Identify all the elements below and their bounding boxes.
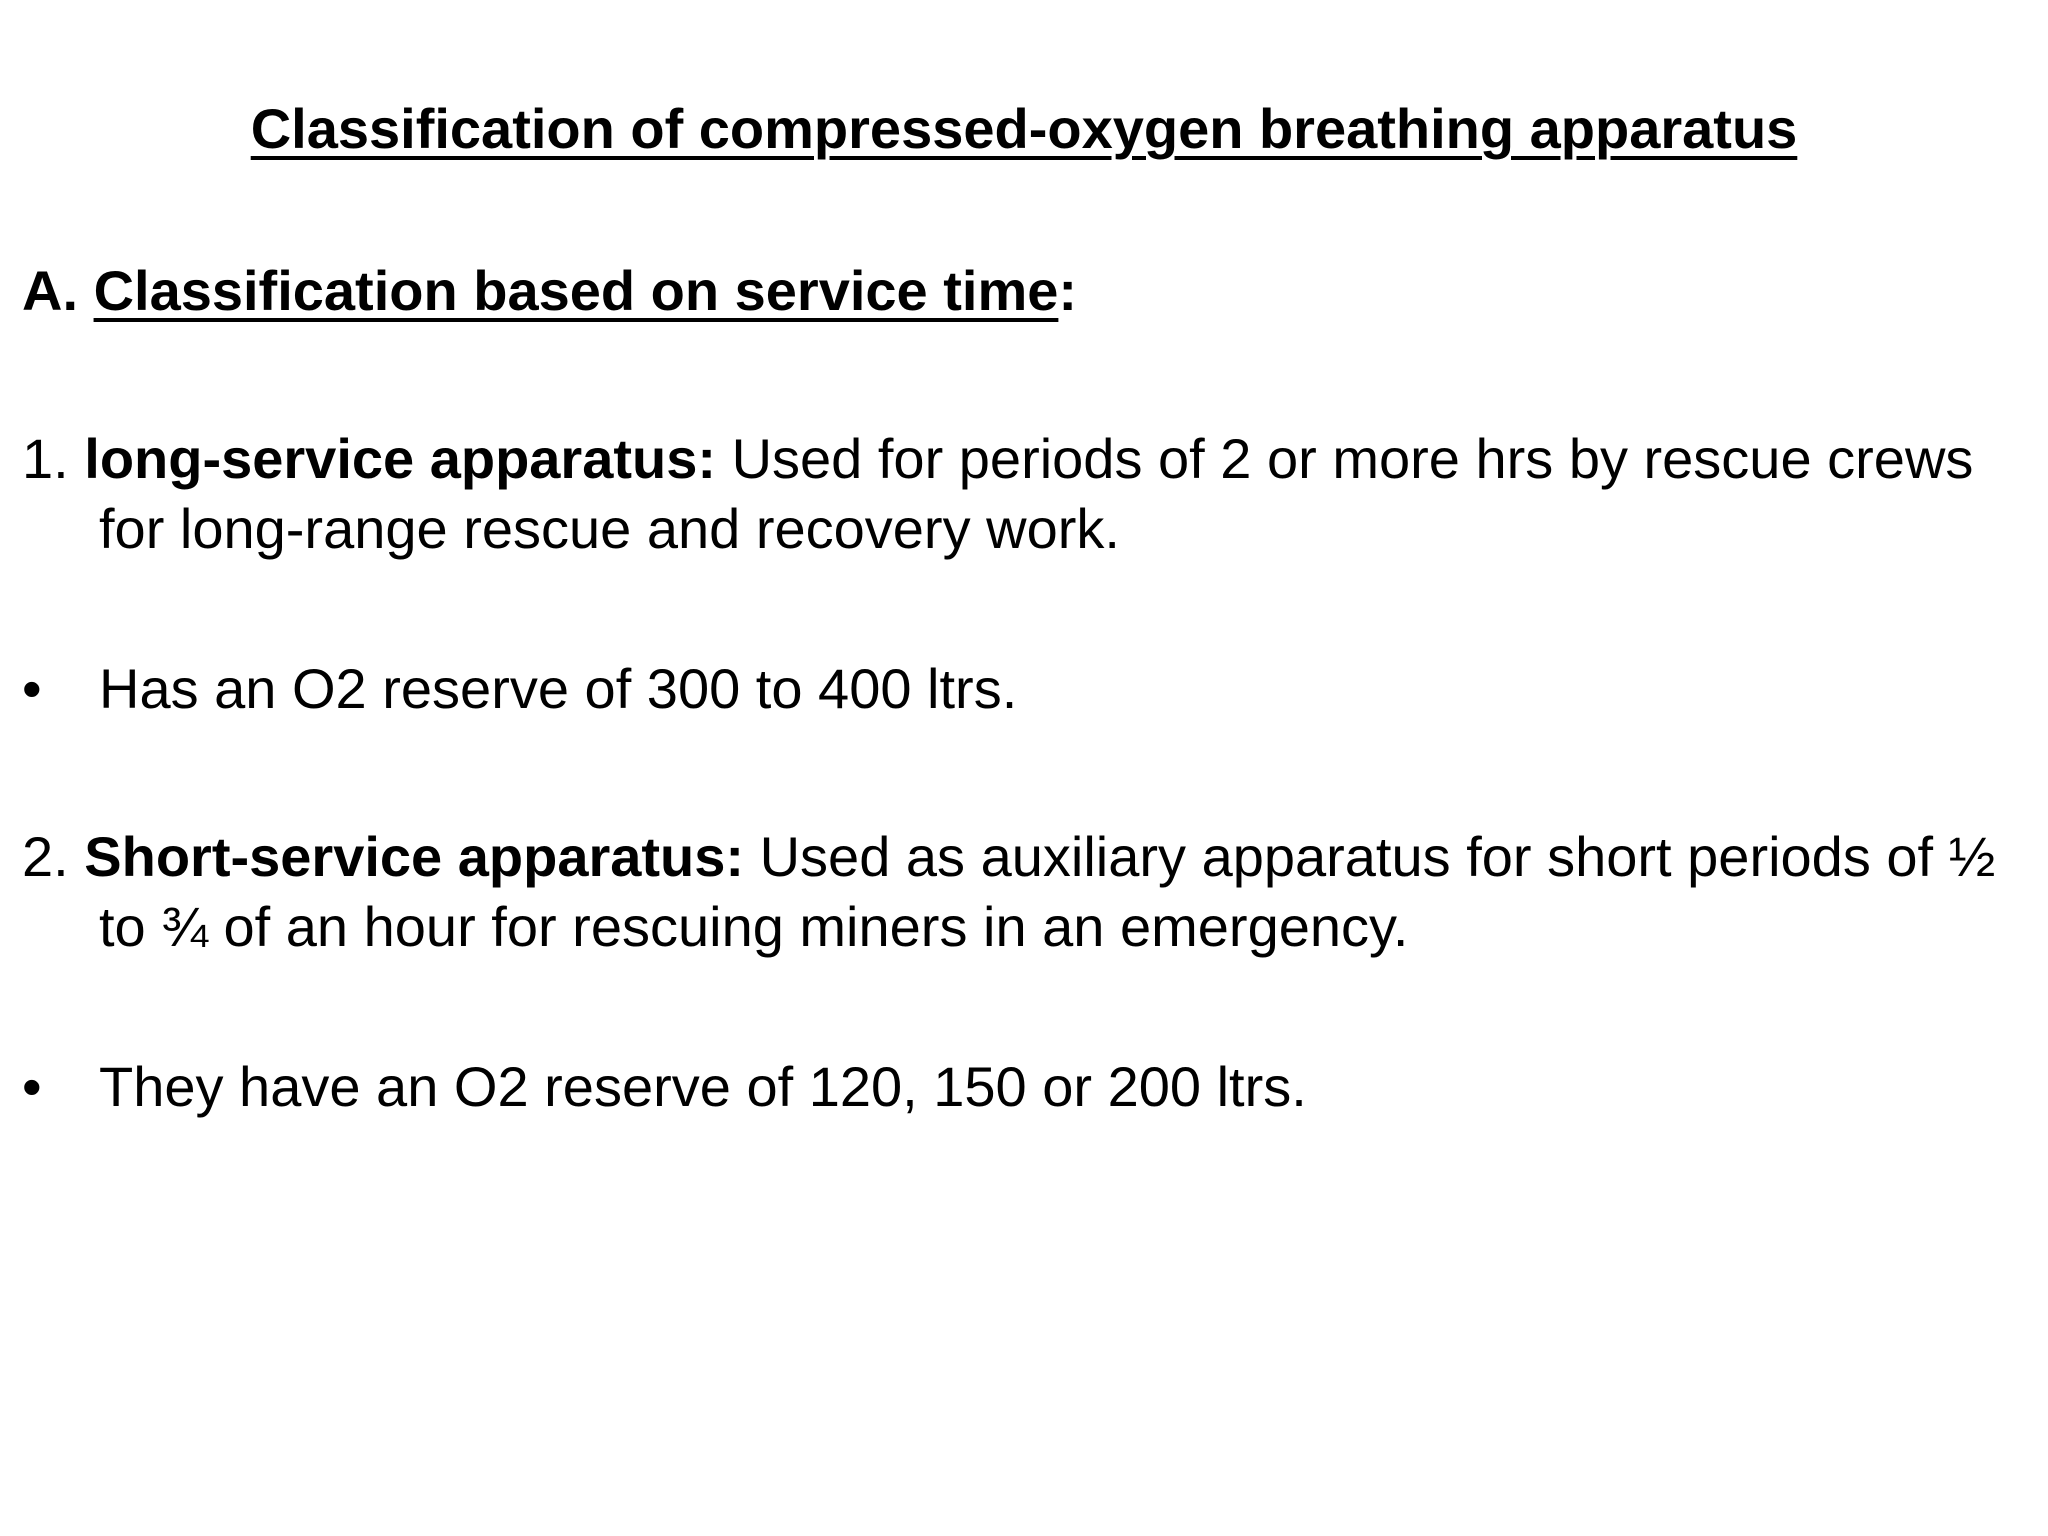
item-term: Short-service apparatus: xyxy=(84,825,745,888)
bullet-icon: • xyxy=(22,657,42,720)
bullet-text: Has an O2 reserve of 300 to 400 ltrs. xyxy=(99,657,1018,720)
bullet-item-long-service-reserve xyxy=(22,654,1017,724)
item-description: Used as auxiliary apparatus for short periods of ½ to ¾ of an hour for rescuing miners in an emergency. xyxy=(99,825,1996,958)
section-heading-text: Classification based on service time xyxy=(93,259,1059,322)
item-term: long-service apparatus: xyxy=(84,427,717,490)
bullet-icon: • xyxy=(22,1055,42,1118)
slide-title xyxy=(0,94,2048,164)
section-suffix: : xyxy=(1058,259,1078,322)
list-item-short-service xyxy=(22,822,2042,962)
item-number: 2. xyxy=(22,825,85,888)
slide-title-text: Classification of compressed-oxygen breathing apparatus xyxy=(250,97,1798,160)
section-prefix: A. xyxy=(22,259,94,322)
bullet-item-short-service-reserve xyxy=(22,1052,1307,1122)
list-item-long-service xyxy=(22,424,2042,564)
item-number: 1. xyxy=(22,427,85,490)
bullet-text: They have an O2 reserve of 120, 150 or 200 ltrs. xyxy=(99,1055,1307,1118)
item-description: Used for periods of 2 or more hrs by rescue crews for long-range rescue and recovery work. xyxy=(99,427,1974,560)
section-heading xyxy=(22,256,1077,326)
